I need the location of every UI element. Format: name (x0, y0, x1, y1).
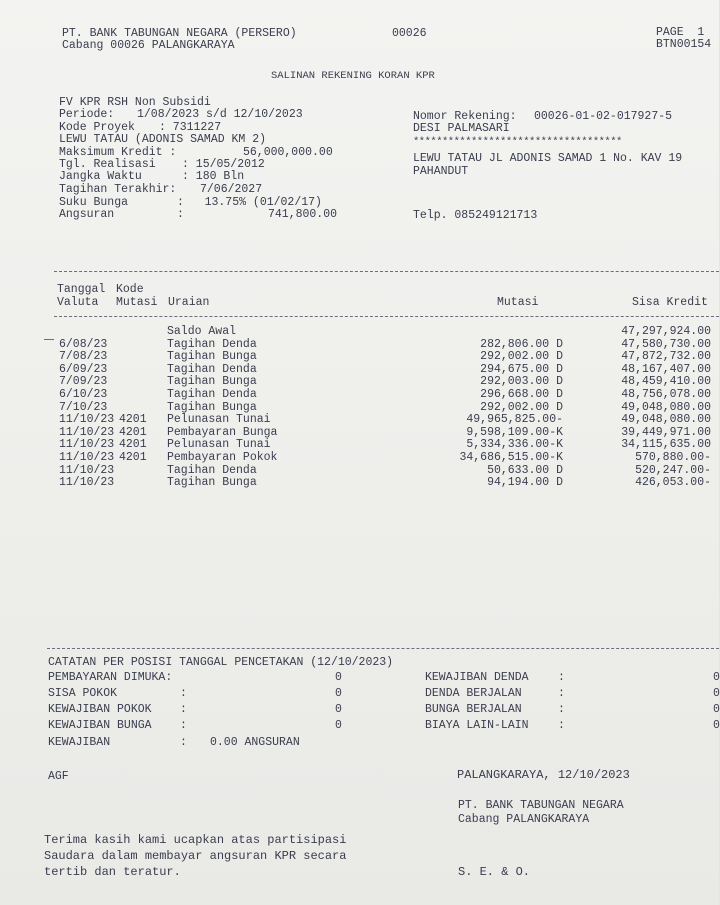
current-interest-colon: : (558, 703, 565, 716)
row-code: 4201 (119, 425, 147, 439)
place-date: PALANGKARAYA, 12/10/2023 (457, 768, 630, 782)
row-date: 6/10/23 (59, 387, 108, 401)
table-row (59, 426, 719, 439)
row-balance: 47,297,924.00 (621, 325, 711, 338)
row-description: Tagihan Denda (167, 337, 257, 351)
row-balance: 48,459,410.00 (621, 375, 711, 389)
row-code: 4201 (119, 438, 147, 452)
row-description: Tagihan Bunga (167, 350, 257, 364)
other-costs-colon: : (558, 719, 565, 732)
header-code-top: Kode (116, 283, 144, 296)
table-row (59, 476, 719, 489)
customer-name: DESI PALMASARI (413, 122, 510, 135)
row-mutation: 292,003.00 D (480, 375, 563, 389)
current-interest-value: 0 (713, 703, 720, 716)
row-mutation: 34,686,515.00-K (459, 450, 563, 464)
interest-rate-value: : 13.75% (01/02/17) (177, 196, 322, 209)
row-balance: 49,048,080.00 (621, 400, 711, 414)
last-bill-label: Tagihan Terakhir: (59, 183, 177, 196)
project-code-value: : 7311227 (159, 121, 222, 134)
account-number-label: Nomor Rekening: (413, 110, 517, 123)
branch-code: 00026 (392, 27, 427, 40)
document-code: BTN00154 (656, 38, 712, 51)
row-balance: 47,580,730.00 (621, 337, 711, 351)
phone-number: Telp. 085249121713 (413, 209, 538, 222)
period-label: Periode: (59, 108, 115, 121)
row-description: Saldo Awal (167, 325, 237, 338)
row-date: 7/10/23 (59, 400, 108, 414)
max-credit-label: Maksimum Kredit : (59, 146, 177, 159)
row-code: 4201 (119, 450, 147, 464)
row-balance: 34,115,635.00 (621, 438, 711, 452)
realization-value: : 15/05/2012 (182, 158, 265, 171)
row-date: 11/10/23 (59, 438, 115, 452)
address-line-2: PAHANDUT (413, 165, 469, 178)
header-code-bottom: Mutasi (116, 296, 158, 309)
row-mutation: 5,334,336.00-K (466, 438, 563, 452)
row-mutation: 94,194.00 D (487, 476, 563, 490)
row-balance: 49,048,080.00 (621, 413, 711, 427)
table-row (59, 388, 719, 401)
current-penalty-value: 0 (713, 687, 720, 700)
account-number: 00026-01-02-017927-5 (534, 110, 673, 123)
header-date-top: Tanggal (57, 283, 106, 296)
row-description: Pembayaran Bunga (167, 425, 278, 439)
row-code: 4201 (119, 413, 147, 427)
principal-obligation-colon: : (180, 703, 187, 716)
row-description: Tagihan Bunga (167, 375, 257, 389)
current-penalty-label: DENDA BERJALAN (425, 687, 522, 700)
header-description: Uraian (168, 296, 210, 309)
penalty-obligation-colon: : (558, 671, 565, 684)
row-description: Pembayaran Pokok (167, 450, 278, 464)
row-date: 6/09/23 (59, 362, 108, 376)
table-row (59, 375, 719, 388)
current-penalty-colon: : (558, 687, 565, 700)
project-code-label: Kode Proyek (59, 121, 135, 134)
row-description: Pelunasan Tunai (167, 413, 271, 427)
row-mutation: 296,668.00 D (480, 387, 563, 401)
row-balance: 520,247.00- (635, 463, 711, 477)
row-mutation: 292,002.00 D (480, 350, 563, 364)
row-date: 7/09/23 (59, 375, 108, 389)
installment-value: 741,800.00 (268, 208, 338, 221)
notes-divider (47, 648, 719, 649)
header-mutation: Mutasi (497, 296, 539, 309)
installment-label: Angsuran (59, 208, 115, 221)
table-row (59, 325, 719, 338)
project-name: LEWU TATAU (ADONIS SAMAD KM 2) (59, 133, 267, 146)
table-row (59, 350, 719, 363)
masked-line: ************************************ (413, 136, 622, 148)
term-label: Jangka Waktu (59, 170, 142, 183)
thanks-line-1: Terima kasih kami ucapkan atas partisipasi (44, 833, 347, 847)
principal-balance-colon: : (180, 687, 187, 700)
table-header-divider (54, 316, 719, 317)
header-balance: Sisa Kredit (632, 296, 708, 309)
interest-rate-label: Suku Bunga (59, 196, 129, 209)
address-line-1: LEWU TATAU JL ADONIS SAMAD 1 No. KAV 19 (413, 152, 683, 165)
row-date: 6/08/23 (59, 337, 108, 351)
obligation-colon: : (180, 736, 187, 749)
operator-code: AGF (48, 770, 69, 783)
principal-balance-label: SISA POKOK (48, 687, 118, 700)
obligation-label: KEWAJIBAN (48, 736, 111, 749)
table-row (59, 413, 719, 426)
table-row (59, 451, 719, 464)
row-balance: 48,167,407.00 (621, 362, 711, 376)
penalty-obligation-value: 0 (713, 671, 720, 684)
row-description: Tagihan Denda (167, 362, 257, 376)
row-mutation: 49,965,825.00- (466, 413, 563, 427)
row-date: 11/10/23 (59, 450, 115, 464)
realization-label: Tgl. Realisasi (59, 158, 156, 171)
row-date: 11/10/23 (59, 425, 115, 439)
branch-name: Cabang 00026 PALANGKARAYA (62, 39, 235, 52)
last-bill-value: 7/06/2027 (200, 183, 263, 196)
row-description: Tagihan Bunga (167, 476, 257, 490)
max-credit-value: 56,000,000.00 (243, 146, 333, 159)
notes-title: CATATAN PER POSISI TANGGAL PENCETAKAN (12/10/2023) (48, 656, 394, 669)
advance-payment-value: 0 (335, 671, 342, 684)
thanks-line-3: tertib dan teratur. (44, 865, 181, 879)
row-date: 11/10/23 (59, 463, 115, 477)
advance-payment-label: PEMBAYARAN DIMUKA: (48, 671, 173, 684)
principal-obligation-value: 0 (335, 703, 342, 716)
row-mutation: 9,598,109.00-K (466, 425, 563, 439)
errors-omissions: S. E. & O. (458, 865, 531, 879)
table-row (59, 464, 719, 477)
product-name: FV KPR RSH Non Subsidi (59, 96, 211, 109)
bank-signature-line-1: PT. BANK TABUNGAN NEGARA (458, 799, 624, 812)
installment-colon: : (177, 208, 184, 221)
row-balance: 48,756,078.00 (621, 387, 711, 401)
header-date-bottom: Valuta (57, 296, 99, 309)
obligation-value: 0.00 ANGSURAN (210, 736, 300, 749)
row-date: 7/08/23 (59, 350, 108, 364)
period-value: 1/08/2023 s/d 12/10/2023 (137, 108, 303, 121)
row-mutation: 292,002.00 D (480, 400, 563, 414)
other-costs-label: BIAYA LAIN-LAIN (425, 719, 529, 732)
transaction-table (59, 325, 719, 489)
row-description: Tagihan Denda (167, 463, 257, 477)
term-value: : 180 Bln (182, 170, 245, 183)
row-description: Tagihan Denda (167, 387, 257, 401)
row-balance: 426,053.00- (635, 476, 711, 490)
bank-signature-line-2: Cabang PALANGKARAYA (458, 813, 590, 826)
row-date: 11/10/23 (59, 413, 115, 427)
bank-name: PT. BANK TABUNGAN NEGARA (PERSERO) (62, 27, 297, 40)
page-number: PAGE 1 (656, 26, 705, 39)
table-row (59, 338, 719, 351)
penalty-obligation-label: KEWAJIBAN DENDA (425, 671, 529, 684)
row-balance: 47,872,732.00 (621, 350, 711, 364)
row-mutation: 282,806.00 D (480, 337, 563, 351)
table-row (59, 438, 719, 451)
row-description: Pelunasan Tunai (167, 438, 271, 452)
other-costs-value: 0 (713, 719, 720, 732)
table-top-divider (54, 271, 719, 272)
row-mutation: 50,633.00 D (487, 463, 563, 477)
table-row (59, 401, 719, 414)
row-balance: 570,880.00- (635, 450, 711, 464)
row-description: Tagihan Bunga (167, 400, 257, 414)
principal-balance-value: 0 (335, 687, 342, 700)
row-date: 11/10/23 (59, 476, 115, 490)
document-title: SALINAN REKENING KORAN KPR (271, 70, 435, 82)
interest-obligation-colon: : (180, 719, 187, 732)
interest-obligation-value: 0 (335, 719, 342, 732)
principal-obligation-label: KEWAJIBAN POKOK (48, 703, 152, 716)
interest-obligation-label: KEWAJIBAN BUNGA (48, 719, 152, 732)
row-mutation: 294,675.00 D (480, 362, 563, 376)
table-row (59, 363, 719, 376)
thanks-line-2: Saudara dalam membayar angsuran KPR secara (44, 849, 347, 863)
row-balance: 39,449,971.00 (621, 425, 711, 439)
pen-mark (44, 339, 54, 340)
current-interest-label: BUNGA BERJALAN (425, 703, 522, 716)
